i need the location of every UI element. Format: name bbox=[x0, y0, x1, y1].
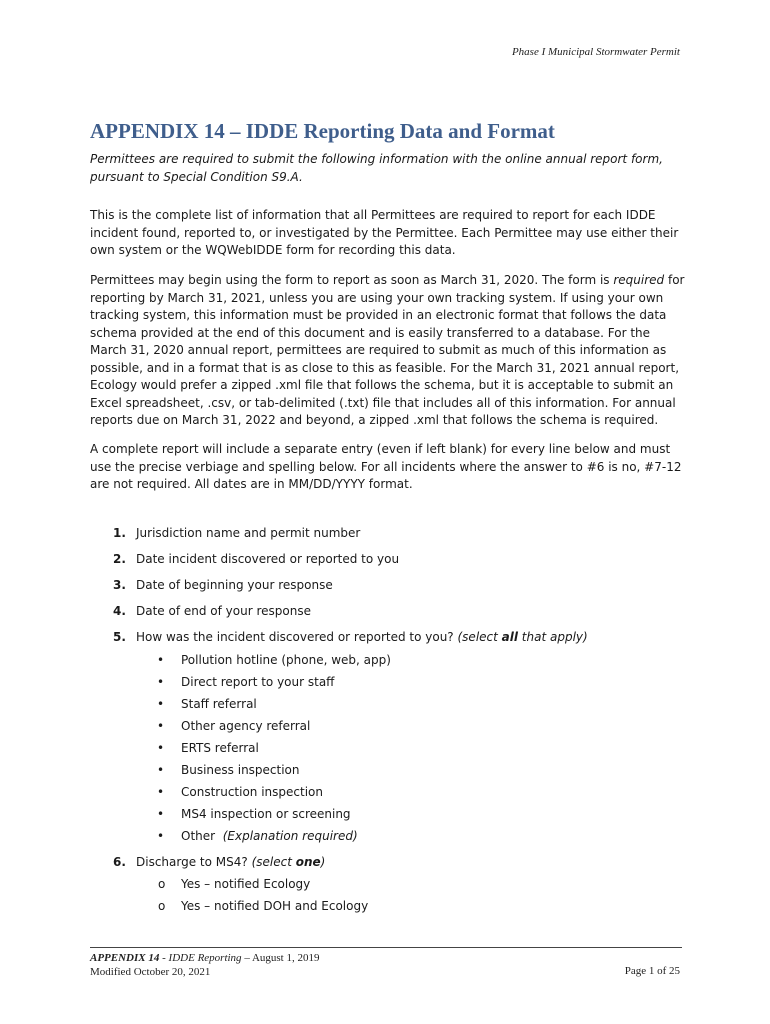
bullet-option bbox=[90, 785, 690, 801]
footer-divider bbox=[90, 947, 682, 948]
list-item bbox=[90, 604, 690, 620]
running-header: Phase I Municipal Stormwater Permit bbox=[511, 46, 680, 58]
timeline-paragraph-end: for reporting by March 31, 2021, unless you are using your own tracking system. If using your own tracking system, this information must be provided in an electronic format that follows the data schema provided at the end of this document and is easily transferred to a database. For the March 31, 2020 annual report, permittees are required to submit as much of this information as possible, and in a format that is as close to this as feasible. For the March 31, 2021 annual report, Ecology would prefer a zipped .xml file that follows the schema, but it is acceptable to submit an Excel spreadsheet, .csv, or tab-delimited (.txt) file that includes all of this information. For annual reports due on March 31, 2022 and beyond, a zipped .xml that follows the schema is required. bbox=[90, 273, 685, 427]
select-note-start: (select bbox=[457, 630, 502, 644]
footer-appendix-label: APPENDIX 14 bbox=[90, 952, 160, 964]
bullet-option bbox=[90, 741, 690, 757]
option-text: Other agency referral bbox=[181, 719, 311, 733]
bullet-option bbox=[90, 829, 690, 845]
bullet-symbol: • bbox=[157, 675, 165, 689]
select-note-keyword: one bbox=[295, 855, 321, 869]
option-text: Staff referral bbox=[181, 697, 257, 711]
completeness-paragraph: A complete report will include a separate entry (even if left blank) for every line below and must use the precise verbiage and spelling below. For all incidents where the answer to #6 is no, #7-12 are not required. All dates are in MM/DD/YYYY format. bbox=[90, 442, 682, 491]
item-number: 4. bbox=[113, 604, 126, 618]
option-text: ERTS referral bbox=[181, 741, 259, 755]
option-text: Business inspection bbox=[181, 763, 300, 777]
circle-option bbox=[90, 877, 690, 893]
bullet-symbol: • bbox=[157, 741, 165, 755]
option-text: Construction inspection bbox=[181, 785, 323, 799]
select-note-start: (select bbox=[251, 855, 296, 869]
required-emphasis: required bbox=[613, 273, 665, 287]
select-note-end: that apply) bbox=[517, 630, 588, 644]
footer-left bbox=[90, 951, 320, 979]
list-item bbox=[90, 855, 690, 871]
list-item bbox=[90, 578, 690, 594]
bullet-symbol: • bbox=[157, 697, 165, 711]
bullet-option bbox=[90, 675, 690, 691]
item-text: Date of end of your response bbox=[136, 604, 311, 618]
numbered-list bbox=[90, 526, 690, 915]
circle-symbol: o bbox=[158, 899, 166, 913]
list-item bbox=[90, 630, 690, 646]
item-text: Date of beginning your response bbox=[136, 578, 333, 592]
page-title: APPENDIX 14 – IDDE Reporting Data and Format bbox=[90, 119, 555, 143]
timeline-paragraph-start: Permittees may begin using the form to report as soon as March 31, 2020. The form is bbox=[90, 273, 614, 287]
item-text bbox=[136, 630, 588, 644]
item-number: 3. bbox=[113, 578, 126, 592]
item-question: How was the incident discovered or reported to you? bbox=[136, 630, 458, 644]
bullet-symbol: • bbox=[157, 785, 165, 799]
option-other: Other bbox=[181, 829, 216, 843]
option-text: MS4 inspection or screening bbox=[181, 807, 351, 821]
timeline-paragraph bbox=[90, 272, 690, 430]
bullet-option bbox=[90, 697, 690, 713]
bullet-option bbox=[90, 763, 690, 779]
subtitle: Permittees are required to submit the following information with the online annual report form, pursuant to Special Condition S9.A. bbox=[90, 152, 663, 184]
option-text: Yes – notified DOH and Ecology bbox=[181, 899, 369, 913]
option-text: Pollution hotline (phone, web, app) bbox=[181, 653, 391, 667]
option-text: Yes – notified Ecology bbox=[181, 877, 311, 891]
bullet-symbol: • bbox=[157, 829, 165, 843]
item-number: 2. bbox=[113, 552, 126, 566]
footer-appendix-date: – August 1, 2019 bbox=[241, 952, 320, 964]
select-note-end: ) bbox=[320, 855, 326, 869]
circle-option bbox=[90, 899, 690, 915]
intro-paragraph: This is the complete list of information that all Permittees are required to report for each IDDE incident found, reported to, or investigated by the Permittee. Each Permittee may use either their own system or the WQWebIDDE form for recording this data. bbox=[90, 208, 679, 257]
item-question: Discharge to MS4? bbox=[136, 855, 252, 869]
item-number: 5. bbox=[113, 630, 126, 644]
explanation-note: (Explanation required) bbox=[222, 829, 358, 843]
bullet-option bbox=[90, 719, 690, 735]
bullet-symbol: • bbox=[157, 653, 165, 667]
item-text: Jurisdiction name and permit number bbox=[136, 526, 361, 540]
item-text bbox=[136, 855, 325, 869]
page-number: Page 1 of 25 bbox=[624, 965, 680, 977]
footer-appendix-sep: - bbox=[159, 952, 169, 964]
footer-modified: Modified October 20, 2021 bbox=[90, 966, 211, 978]
bullet-option bbox=[90, 807, 690, 823]
option-text: Direct report to your staff bbox=[181, 675, 335, 689]
footer-appendix-desc: IDDE Reporting bbox=[168, 952, 242, 964]
option-text bbox=[181, 829, 358, 843]
bullet-option bbox=[90, 653, 690, 669]
list-item bbox=[90, 526, 690, 542]
item-text: Date incident discovered or reported to you bbox=[136, 552, 400, 566]
bullet-symbol: • bbox=[157, 807, 165, 821]
list-item bbox=[90, 552, 690, 568]
item-number: 6. bbox=[113, 855, 126, 869]
select-note-keyword: all bbox=[501, 630, 518, 644]
circle-symbol: o bbox=[158, 877, 166, 891]
footer-appendix-line bbox=[90, 951, 320, 965]
bullet-symbol: • bbox=[157, 763, 165, 777]
bullet-symbol: • bbox=[157, 719, 165, 733]
item-number: 1. bbox=[113, 526, 126, 540]
